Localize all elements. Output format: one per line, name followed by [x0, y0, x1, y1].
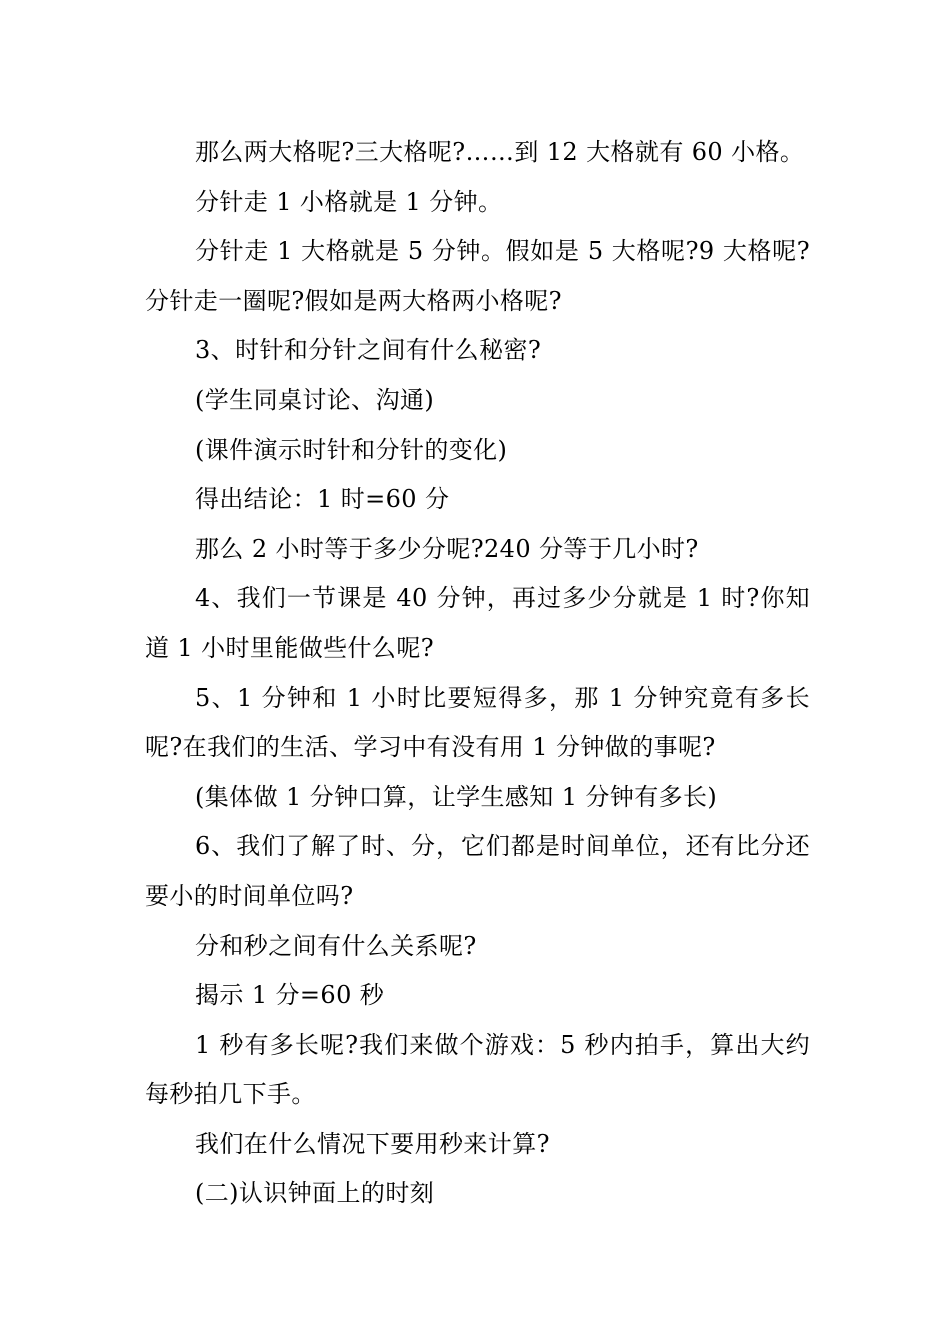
- paragraph-6: (课件演示时针和分针的变化): [195, 435, 508, 464]
- paragraph-9: 4、我们一节课是 40 分钟，再过多少分就是 1 时?你知道 1 小时里能做些什么呢?: [145, 584, 810, 662]
- document-body: [145, 128, 810, 1219]
- paragraph-4: 3、时针和分针之间有什么秘密?: [195, 336, 542, 365]
- paragraph-1: 那么两大格呢?三大格呢?……到 12 大格就有 60 小格。: [195, 138, 805, 166]
- paragraph-5: (学生同桌讨论、沟通): [195, 385, 435, 414]
- paragraph-13: 分和秒之间有什么关系呢?: [195, 931, 477, 960]
- paragraph-10: 5、1 分钟和 1 小时比要短得多，那 1 分钟究竟有多长呢?在我们的生活、学习中有没有用 1 分钟做的事呢?: [145, 683, 810, 762]
- paragraph-14: 揭示 1 分=60 秒: [195, 981, 385, 1010]
- paragraph-15: 1 秒有多长呢?我们来做个游戏：5 秒内拍手，算出大约每秒拍几下手。: [145, 1030, 810, 1109]
- paragraph-17: (二)认识钟面上的时刻: [195, 1179, 435, 1208]
- paragraph-11: (集体做 1 分钟口算，让学生感知 1 分钟有多长): [195, 782, 718, 811]
- paragraph-16: 我们在什么情况下要用秒来计算?: [195, 1129, 550, 1158]
- paragraph-8: 那么 2 小时等于多少分呢?240 分等于几小时?: [195, 534, 699, 563]
- paragraph-7: 得出结论：1 时=60 分: [195, 485, 450, 514]
- paragraph-3: 分针走 1 大格就是 5 分钟。假如是 5 大格呢?9 大格呢?分针走一圈呢?假如是两大格两小格呢?: [145, 237, 810, 315]
- paragraph-2: 分针走 1 小格就是 1 分钟。: [195, 187, 503, 216]
- paragraph-12: 6、我们了解了时、分，它们都是时间单位，还有比分还要小的时间单位吗?: [145, 832, 810, 910]
